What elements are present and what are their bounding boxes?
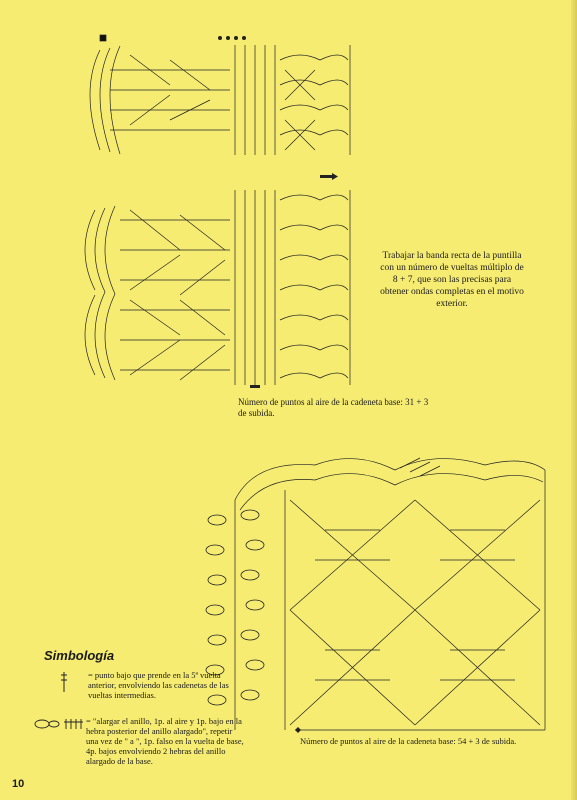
upper-diagram-caption: Número de puntos al aire de la cadeneta base: 31 + 3 de subida. (238, 397, 429, 418)
elongated-loop-symbol-icon (34, 716, 84, 732)
lower-crochet-chart (195, 440, 555, 735)
legend-item-text: = "alargar el anillo, 1p. al aire y 1p. bajo en la hebra posterior del anillo alargado", repetir una vez de " a ", 1p. falso en la vuelta de base, 4p. bajos envolviendo 2 hebras del anillo alargado de la base. (86, 716, 244, 766)
upper-crochet-chart (70, 30, 360, 170)
long-stitch-symbol-icon (58, 670, 78, 694)
pattern-note: Trabajar la banda recta de la puntilla con un número de vueltas múltiplo de 8 + 7, que son las precisas para obtener ondas completas en el motivo exterior. (380, 251, 524, 309)
page-binding-edge (571, 0, 577, 800)
page-number: 10 (12, 778, 25, 790)
legend-item-text: = punto bajo que prende en la 5ª vuelta anterior, envolviendo las cadenetas de las vueltas intermedias. (88, 670, 229, 700)
lower-diagram-caption: Número de puntos al aire de la cadeneta base: 54 + 3 de subida. (300, 736, 517, 746)
legend-title: Simbología (44, 648, 115, 663)
middle-crochet-chart (70, 170, 360, 395)
